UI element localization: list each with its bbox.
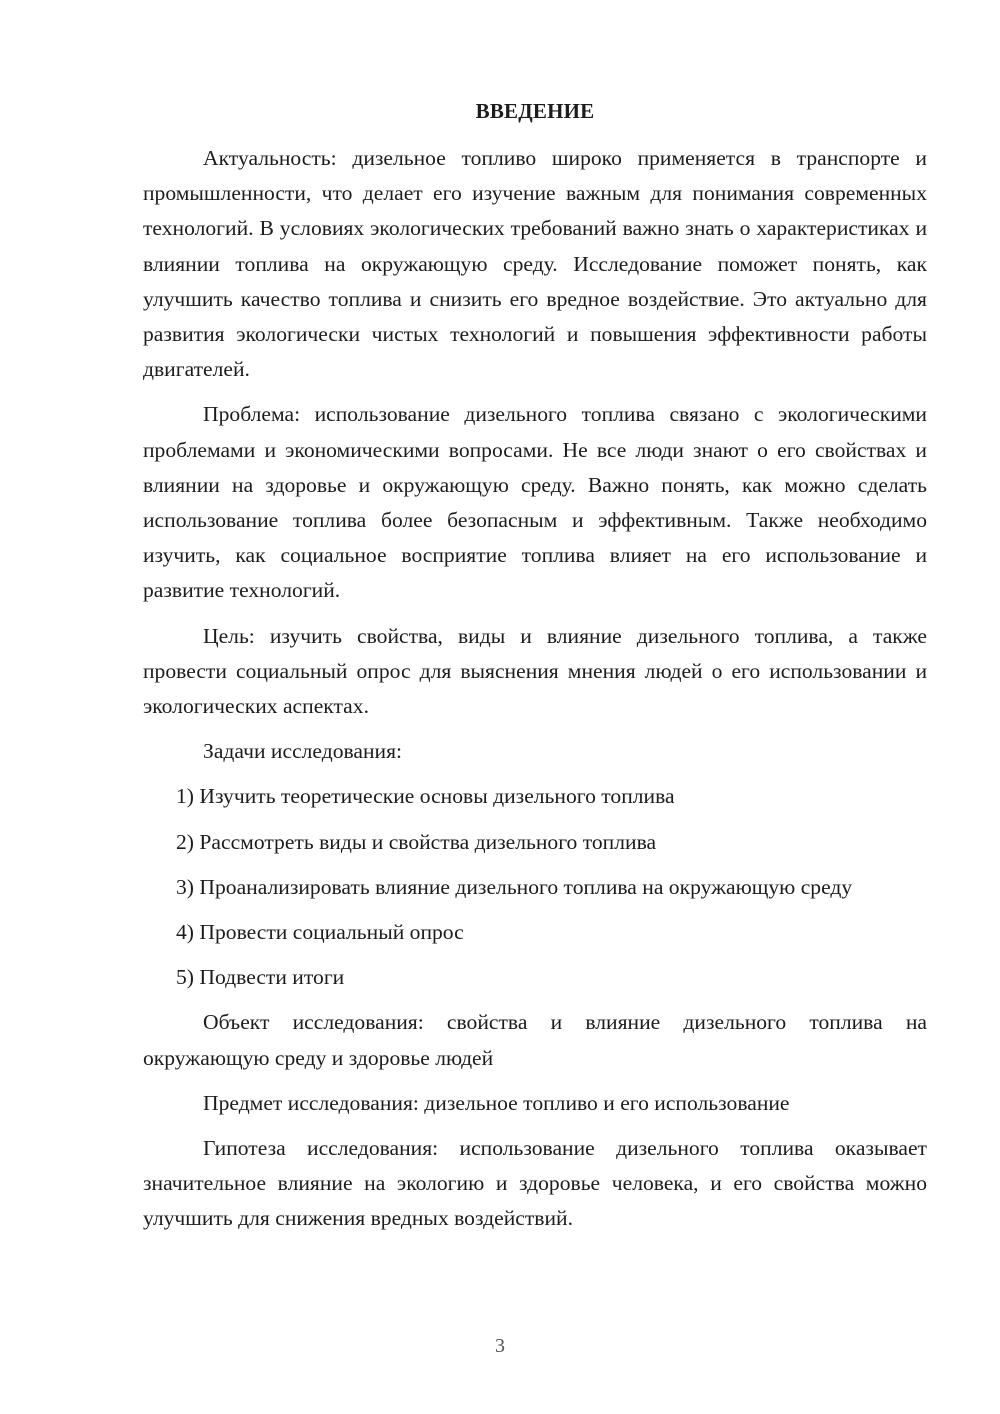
list-item: 5) Подвести итоги — [176, 965, 345, 990]
paragraph-subject: Предмет исследования: дизельное топливо и его использование — [203, 1090, 790, 1115]
tasks-heading: Задачи исследования: — [203, 739, 403, 764]
paragraph-goal: Цель: изучить свойства, виды и влияние дизельного топлива, а также провести социальный опрос для выяснения мнения людей о его использовании и экологических аспектах. — [143, 623, 927, 719]
paragraph-hypothesis: Гипотеза исследования: использование дизельного топлива оказывает значительное влияние на экологию и здоровье человека, и его свойства можно улучшить для снижения вредных воздействий. — [143, 1136, 927, 1231]
tasks-list — [143, 779, 927, 995]
list-item: 2) Рассмотреть виды и свойства дизельного топлива — [176, 829, 657, 854]
section-title: ВВЕДЕНИЕ — [475, 99, 595, 123]
page-number: 3 — [495, 1335, 505, 1357]
page-content — [143, 96, 927, 1237]
paragraph-object: Объект исследования: свойства и влияние дизельного топлива на окружающую среду и здоровье людей — [143, 1010, 927, 1070]
list-item: 1) Изучить теоретические основы дизельного топлива — [176, 784, 675, 809]
list-item: 3) Проанализировать влияние дизельного топлива на окружающую среду — [176, 874, 853, 899]
list-item: 4) Провести социальный опрос — [176, 920, 464, 945]
paragraph-problem: Проблема: использование дизельного топлива связано с экологическими проблемами и экономическими вопросами. Не все люди знают о его свойствах и влиянии на здоровье и окружающую среду. Важно понять, как можно сделать использование топлива более безопасным и эффективным. Также необходимо изучить, как социальное восприятие топлива влияет на его использование и развитие технологий. — [143, 402, 927, 603]
paragraph-relevance: Актуальность: дизельное топливо широко применяется в транспорте и промышленности, что делает его изучение важным для понимания современных технологий. В условиях экологических требований важно знать о характеристиках и влиянии топлива на окружающую среду. Исследование поможет понять, как улучшить качество топлива и снизить его вредное воздействие. Это актуально для развития экологически чистых технологий и повышения эффективности работы двигателей. — [143, 146, 927, 382]
